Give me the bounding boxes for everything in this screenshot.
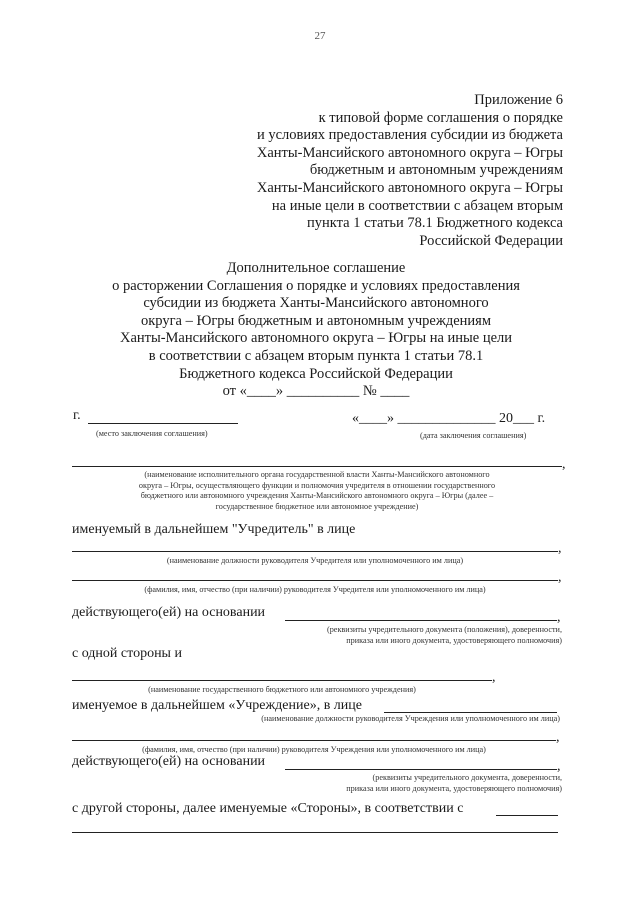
comma: , [562,457,566,472]
city-prefix: г. [73,408,81,423]
appendix-line: и условиях предоставления субсидии из бюджета [256,127,563,144]
caption-line: (реквизиты учредительного документа (положения), доверенности, [326,625,562,634]
page-number: 27 [314,30,326,42]
founder-org-field-line[interactable] [72,466,562,467]
institution-named-text: именуемое в дальнейшем «Учреждение», в лице [72,698,362,713]
caption-line: приказа или иного документа, удостоверяющего полномочия) [346,635,562,645]
title-line: Дополнительное соглашение [226,260,406,276]
appendix-line: Ханты-Мансийского автономного округа – Югры [256,144,563,161]
appendix-line: Российской Федерации [419,232,563,249]
agreement-date-field[interactable]: «____» ______________ 20___ г. [352,411,546,426]
comma: , [492,670,496,685]
institution-field-line[interactable] [72,680,492,681]
title-line: о расторжении Соглашения о порядке и условиях предоставления [112,277,520,294]
founder-named-text: именуемый в дальнейшем "Учредитель" в лице [72,522,356,537]
appendix-line: к типовой форме соглашения о порядке [318,109,563,126]
caption-line: округа – Югры, осуществляющего функции и полномочия учредителя в отношении государственного [138,480,496,490]
caption-line: (наименование исполнительного органа государственной власти Ханты-Мансийского автономного [144,470,490,479]
place-field-line[interactable] [88,423,238,424]
comma: , [558,541,562,556]
institution-position-field-line-inline[interactable] [384,712,557,713]
founder-basis-caption [250,625,562,646]
caption-line: государственное бюджетное или автономное учреждение) [215,501,419,511]
document-title [60,260,572,401]
founder-basis-field-line[interactable] [285,620,557,621]
basis-law-field-line[interactable] [72,832,558,833]
founder-name-field-line[interactable] [72,580,558,581]
comma: , [558,570,562,585]
comma: , [556,730,560,745]
caption-line: (реквизиты учредительного документа, доверенности, [372,773,562,782]
title-line: в соответствии с абзацем вторым пункта 1 статьи 78.1 [148,347,484,364]
other-side-text: с другой стороны, далее именуемые «Стороны», в соответствии с [72,801,464,816]
founder-org-caption [72,470,562,512]
founder-name-caption: (фамилия, имя, отчество (при наличии) руководителя Учредителя или уполномоченного им лица) [144,585,486,594]
comma: , [557,759,561,774]
appendix-line: Ханты-Мансийского автономного округа – Югры [256,179,563,196]
appendix-line: на иные цели в соответствии с абзацем вторым [271,197,563,214]
institution-name-caption: (фамилия, имя, отчество (при наличии) руководителя Учреждения или уполномоченного им лица) [142,745,486,754]
appendix-line: Приложение 6 [474,92,563,108]
institution-basis-field-line[interactable] [285,769,557,770]
date-caption: (дата заключения соглашения) [420,431,527,440]
title-date-line: от «____» __________ № ____ [222,383,410,400]
founder-position-field-line[interactable] [72,551,558,552]
title-line: округа – Югры бюджетным и автономным учреждениям [140,312,492,329]
institution-name-field-line[interactable] [72,740,556,741]
institution-position-caption: (наименование должности руководителя Учреждения или уполномоченного им лица) [261,714,560,723]
institution-basis-text: действующего(ей) на основании [72,754,266,769]
place-caption: (место заключения соглашения) [96,429,208,438]
appendix-line: бюджетным и автономным учреждениям [309,162,563,179]
title-line: субсидии из бюджета Ханты-Мансийского автономного [143,295,489,312]
basis-law-field-line-inline[interactable] [496,815,558,816]
title-line: Бюджетного кодекса Российской Федерации [179,365,453,382]
appendix-line: пункта 1 статьи 78.1 Бюджетного кодекса [307,215,563,232]
appendix-block [257,92,563,250]
institution-basis-caption [250,773,562,794]
founder-basis-text: действующего(ей) на основании [72,605,266,620]
caption-line: приказа или иного документа, удостоверяющего полномочия) [346,783,562,793]
comma: , [557,610,561,625]
founder-position-caption: (наименование должности руководителя Учредителя или уполномоченного им лица) [166,556,464,565]
institution-caption: (наименование государственного бюджетного или автономного учреждения) [148,685,416,694]
one-side-text: с одной стороны и [72,646,182,661]
caption-line: бюджетного или автономного учреждения Ханты-Мансийского автономного округа – Югры (далее – [140,491,494,500]
title-line: Ханты-Мансийского автономного округа – Югры на иные цели [119,330,513,347]
